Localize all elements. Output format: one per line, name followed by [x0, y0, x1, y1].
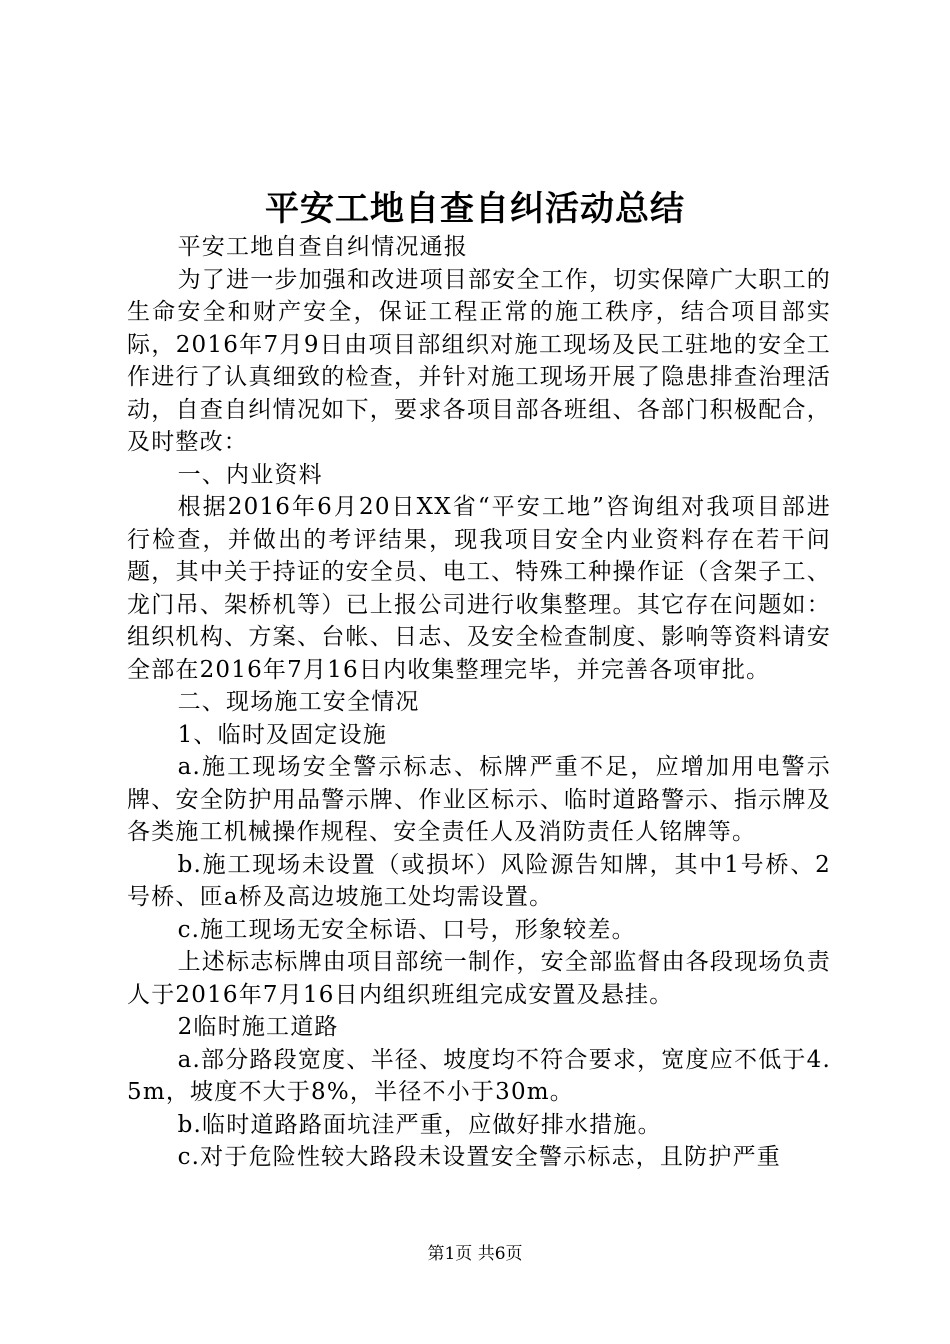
- paragraph-item-c-slogans: c.施工现场无安全标语、口号，形象较差。: [177, 916, 636, 943]
- paragraph-item-b-risk-boards: b.施工现场未设置（或损坏）风险源告知牌，其中1号桥、2号桥、匝a桥及高边坡施工处均需设置。: [127, 851, 831, 910]
- section-heading-internal-data: 一、内业资料: [177, 461, 323, 488]
- document-body: [127, 231, 831, 1174]
- paragraph-item-a-signs: a.施工现场安全警示标志、标牌严重不足，应增加用电警示牌、安全防护用品警示牌、作业区标示、临时道路警示、指示牌及各类施工机械操作规程、安全责任人及消防责任人铭牌等。: [127, 754, 831, 845]
- page-footer: 第1页 共6页: [427, 1244, 523, 1264]
- document-title: 平安工地自查自纠活动总结: [265, 189, 685, 229]
- subtitle-line: 平安工地自查自纠情况通报: [177, 234, 468, 260]
- subsection-heading-temp-roads: 2临时施工道路: [177, 1014, 339, 1040]
- paragraph-intro: 为了进一步加强和改进项目部安全工作，切实保障广大职工的生命安全和财产安全，保证工程正常的施工秩序，结合项目部实际，2016年7月9日由项目部组织对施工现场及民工驻地的安全工作进行了认真细致的检查，并针对施工现场开展了隐患排查治理活动，自查自纠情况如下，要求各项目部各班组、各部门积极配合，及时整改：: [127, 266, 831, 455]
- paragraph-signage-deadline: 上述标志标牌由项目部统一制作，安全部监督由各段现场负责人于2016年7月16日内组织班组完成安置及悬挂。: [127, 949, 831, 1008]
- paragraph-internal-data: 根据2016年6月20日XX省“平安工地”咨询组对我项目部进行检查，并做出的考评结果，现我项目安全内业资料存在若干问题，其中关于持证的安全员、电工、特殊工种操作证（含架子工、龙门吊、架桥机等）已上报公司进行收集整理。其它存在问题如：组织机构、方案、台帐、日志、及安全检查制度、影响等资料请安全部在2016年7月16日内收集整理完毕，并完善各项审批。: [127, 494, 831, 683]
- paragraph-road-item-b: b.临时道路路面坑洼严重，应做好排水措施。: [177, 1111, 662, 1138]
- section-heading-site-safety: 二、现场施工安全情况: [177, 689, 420, 715]
- paragraph-road-item-c: c.对于危险性较大路段未设置安全警示标志，且防护严重: [177, 1144, 781, 1170]
- paragraph-road-item-a: a.部分路段宽度、半径、坡度均不符合要求，宽度应不低于4.5m，坡度不大于8%，半径不小于30m。: [127, 1046, 831, 1105]
- subsection-heading-facilities: 1、临时及固定设施: [177, 721, 388, 748]
